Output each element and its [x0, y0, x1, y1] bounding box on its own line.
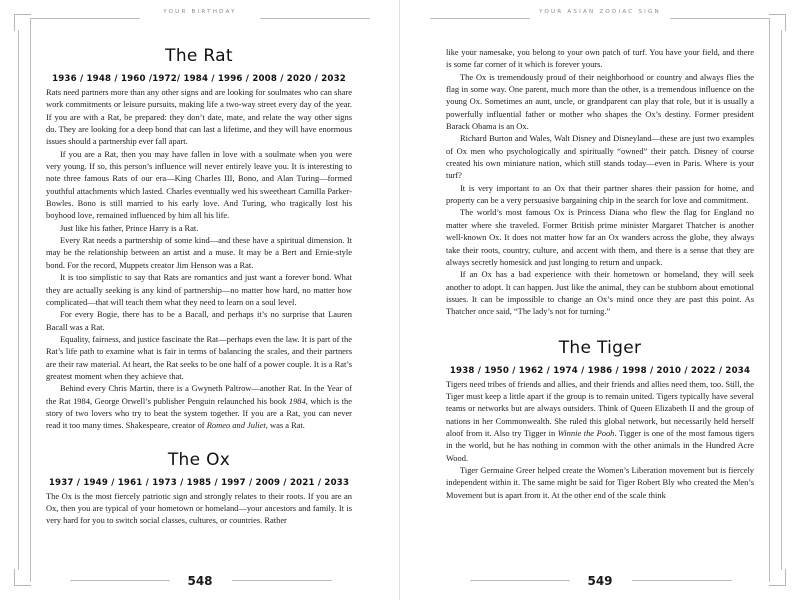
- rat-p8-text-e: , was a Rat.: [265, 420, 305, 431]
- left-text-block: [46, 40, 352, 527]
- ox-title: The Ox: [167, 449, 231, 470]
- tiger-years: 1938 / 1950 / 1962 / 1974 / 1986 / 1998 / 2010 / 2022 / 2034: [449, 365, 751, 376]
- ox-cont-paragraph-3: Richard Burton and Wales, Walt Disney and Disneyland—these are just two examples of Ox men who psychologically and spiritually “owned” their patch. Disney of course created his own miniature nation, which still stands today—even in Paris. Where is your turf?: [446, 133, 754, 181]
- ox-cont-paragraph-2: The Ox is tremendously proud of their neighborhood or country and always flies the flag in some way. One parent, much more than the other, is a tremendous influence on the young Ox. Sometimes an aunt, uncle, or grandparent can play that role, but it is usually a powerfully influential father or mother who shapes the Ox’s destiny. Former president Barack Obama is an Ox.: [446, 71, 754, 132]
- ox-years: 1937 / 1949 / 1961 / 1973 / 1985 / 1997 / 2009 / 2021 / 2033: [48, 477, 350, 488]
- running-head: YOUR ASIAN ZODIAC SIGN: [539, 9, 661, 15]
- corner-ornament-top-right: [769, 14, 786, 31]
- section-gap: [446, 318, 754, 332]
- tiger-p1-book-title: Winnie the Pooh: [557, 427, 615, 438]
- right-border-line-outer: [781, 30, 782, 570]
- rat-years: 1936 / 1948 / 1960 /1972/ 1984 / 1996 / 2008 / 2020 / 2032: [52, 74, 346, 84]
- right-page: [400, 0, 800, 600]
- rat-paragraph-3: Just like his father, Prince Harry is a Rat.: [60, 222, 199, 233]
- tiger-paragraph-1: [446, 378, 754, 464]
- rat-p8-play-title: Romeo and Juliet: [206, 420, 266, 431]
- rat-paragraph-7: Equality, fairness, and justice fascinate the Rat—perhaps even the law. It is part of the Rat’s life path to examine what is fair in terms of balancing the scales, and their partners are their raw material. At heart, the Rat seeks to be one half of a power couple. It is a Rat’s greatest moment when they achieve that.: [46, 333, 352, 381]
- ox-cont-paragraph-1: like your namesake, you belong to your own patch of turf. You have your field, and there is some far corner of it which is forever yours.: [446, 47, 754, 70]
- ox-cont-paragraph-4: It is very important to an Ox that their partner shares their passion for home, and property can be a very persuasive bargaining chip in the search for love and commitment.: [446, 182, 754, 206]
- ox-cont-paragraph-5: The world’s most famous Ox is Princess Diana who flew the flag for England no matter where she traveled. Former British prime minister Margaret Thatcher is another well-known Ox. It does not matter how far an Ox wanders across the globe, they always take their roots, country, culture, and accent with them, and there is a sense that they are always secretly homesick and just longing to return and unpack.: [446, 207, 754, 267]
- rat-paragraph-1: Rats need partners more than any other signs and are looking for soulmates who can share work commitments or leisure pursuits, making life a two-way street every day of the year. If you are with a Rat, be prepared: they don’t date, mate, and relate the way other signs do. They are looking for a deep bond that can last a lifetime, and they will have enormous issues should a partnership ever fall apart.: [46, 87, 352, 147]
- tiger-title: The Tiger: [558, 337, 642, 358]
- rat-p8-text-a: Behind every Chris Martin, there is a Gwyneth Paltrow—another Rat. In the Year of the Rat 1984, George Orwell’s publisher Penguin relaunched his book: [46, 383, 352, 406]
- right-border-line: [769, 18, 770, 582]
- rat-paragraph-2: If you are a Rat, then you may have fallen in love with a soulmate when you were very young. If so, this person’s influence will never entirely leave you. It is interesting to note three famous Rats of our era—King Charles III, Bono, and Alan Turing—formed youthful attachments which lasted. Charles eventually wed his sweetheart Camilla Parker-Bowles. Bono is still married to his early love. And Turing, who tragically lost his boyhood love, remained influenced by him all his life.: [46, 148, 352, 221]
- rat-title: The Rat: [165, 46, 233, 66]
- rat-p8-text-c: , which is the story of two lovers who try to beat the system together. If you are a Rat, you can never read it too many times. Shakespeare, creator of: [46, 395, 352, 431]
- section-gap: [46, 432, 352, 444]
- ox-paragraph-1: The Ox is the most fiercely patriotic sign and strongly relates to their roots. If you are an Ox, then you are typical of your hometown or homeland—your ancestors and family. It is very hard for you to switch social classes, cultures, or countries. Rather: [46, 490, 352, 526]
- ox-cont-paragraph-6: If an Ox has a bad experience with their hometown or homeland, they will seek another to adopt. It can happen. Just like the animal, they can be stubborn about emotional issues. It can be impossible to change an Ox’s mind once they are past this point. As Thatcher once said, “The lady’s not for turning.”: [446, 269, 754, 317]
- left-border-line: [30, 18, 31, 582]
- tiger-p1-text-c: . Tigger is one of the most famous tigers in the world, but he has nothing in common with the other animals in the Hundred Acre Wood.: [446, 427, 754, 463]
- rat-p8-book-title: 1984: [288, 395, 306, 406]
- running-head: YOUR BIRTHDAY: [163, 9, 237, 15]
- rat-paragraph-8: [46, 382, 352, 431]
- top-border-line-right: [260, 18, 370, 19]
- page-number: 548: [187, 574, 213, 588]
- left-border-line-outer: [18, 30, 19, 570]
- tiger-paragraph-2: Tiger Germaine Greer helped create the Women’s Liberation movement but is fiercely independent within it. The same might be said for Tiger Robert Bly who created the Men’s Movement but is apart from it. At the other end of the scale think: [446, 464, 754, 500]
- top-border-line: [430, 18, 530, 19]
- rat-paragraph-6: For every Bogie, there has to be a Bacall, and perhaps it’s no surprise that Lauren Bacall was a Rat.: [46, 309, 352, 332]
- top-border-line: [30, 18, 140, 19]
- rat-paragraph-5: It is too simplistic to say that Rats are romantics and just want a forever bond. What they are actually seeking is any kind of partnership—no matter how hard, no matter how complicated—that will teach them what they need to learn on a soul level.: [46, 272, 352, 307]
- top-border-line-right: [670, 18, 770, 19]
- corner-ornament-top-left: [14, 14, 31, 31]
- tiger-p1-text-a: Tigers need tribes of friends and allies, and their friends and allies need them, too. Still, the Tiger must keep a little apart if the group is to remain united. Tigers typically have several teams or networks but are always outsiders. Think of Queen Elizabeth II and the group of nations in her Commonwealth. She ruled this global network, but necessarily held herself aloof from it. Also try Tigger in: [446, 378, 754, 438]
- page-number: 549: [587, 574, 613, 588]
- rat-paragraph-4: Every Rat needs a partnership of some kind—and these have a spiritual dimension. It may be the relationship between an artist and a muse. It may be a Bert and Ernie-style bond. For the record, Muppets creator Jim Henson was a Rat.: [46, 235, 352, 270]
- right-text-block: [446, 46, 754, 501]
